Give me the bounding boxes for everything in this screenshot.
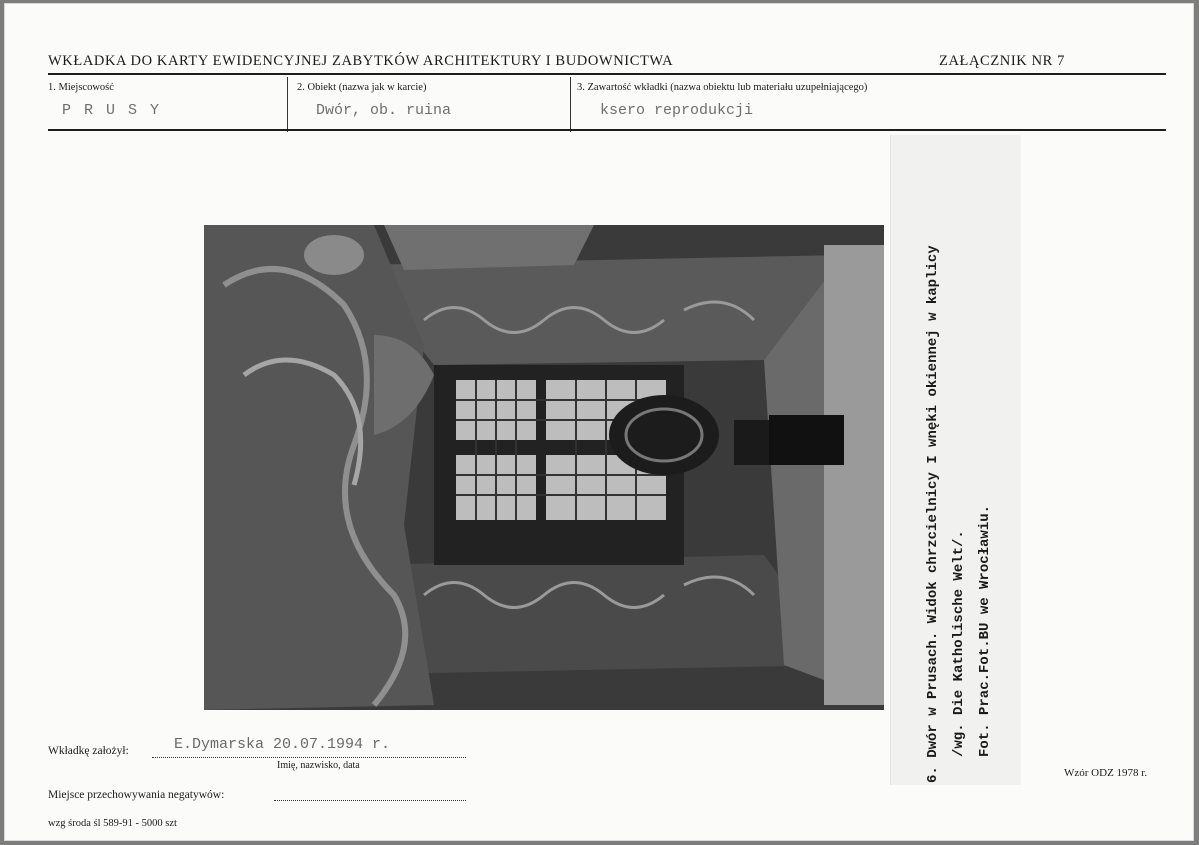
print-note: wzg środa śl 589-91 - 5000 szt: [48, 818, 177, 829]
negatives-location-line: [274, 799, 466, 801]
locality-value: P R U S Y: [62, 102, 162, 119]
inserted-by-value: E.Dymarska 20.07.1994 r.: [174, 736, 391, 753]
field-separator: [570, 77, 571, 132]
locality-label: 1. Miejscowość: [48, 82, 114, 93]
chapel-interior-photo: [204, 225, 884, 710]
photo-caption: [920, 133, 998, 783]
negatives-location-label: Miejsce przechowywania negatywów:: [48, 789, 225, 801]
field-separator: [287, 77, 288, 132]
inserted-by-hint: Imię, nazwisko, data: [277, 760, 360, 771]
inserted-by-line: [152, 756, 466, 758]
fields-rule: [48, 129, 1166, 131]
photo-reproduction: [204, 225, 884, 710]
form-model: Wzór ODZ 1978 r.: [1064, 767, 1148, 779]
object-label: 2. Obiekt (nazwa jak w karcie): [297, 82, 427, 93]
header-rule: [48, 73, 1166, 75]
form-title: WKŁADKA DO KARTY EWIDENCYJNEJ ZABYTKÓW ARCHITEKTURY I BUDOWNICTWA: [48, 53, 674, 69]
contents-value: ksero reprodukcji: [600, 102, 754, 119]
caption-line: 6. Dwór w Prusach. Widok chrzcielnicy I wnęki okiennej w kaplicy: [925, 245, 941, 783]
record-card-insert: [4, 3, 1194, 841]
object-value: Dwór, ob. ruina: [316, 102, 452, 119]
inserted-by-label: Wkładkę założył:: [48, 745, 129, 757]
caption-line: Fot. Prac.Fot.BU we Wrocławiu.: [977, 504, 993, 757]
caption-line: /wg. Die Katholische Welt/.: [951, 530, 967, 757]
contents-label: 3. Zawartość wkładki (nazwa obiektu lub materiału uzupełniającego): [577, 82, 868, 93]
attachment-number: ZAŁĄCZNIK NR 7: [939, 53, 1065, 69]
